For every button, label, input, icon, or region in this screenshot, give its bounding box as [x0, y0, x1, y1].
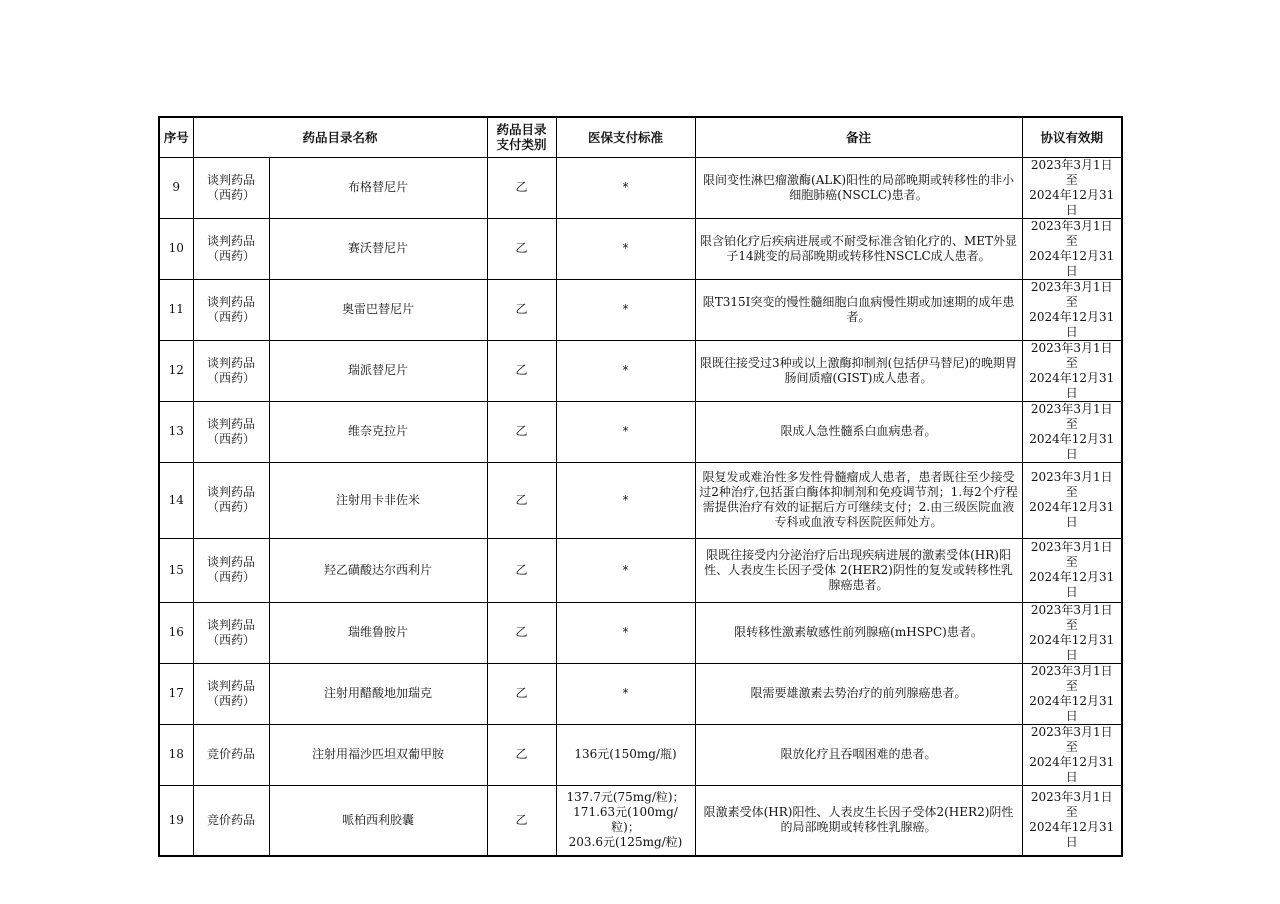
- header-pay-type: [487, 117, 556, 157]
- row-seq: 13: [159, 401, 193, 462]
- row-seq: 10: [159, 218, 193, 279]
- row-payment-standard: [556, 724, 695, 785]
- row-valid-from: 2023年3月1日至: [1030, 340, 1113, 370]
- row-payment-standard-line: *: [622, 492, 629, 507]
- row-category-line2: （西药）: [206, 370, 255, 385]
- row-category-line2: （西药）: [206, 431, 255, 446]
- row-payment-standard-line: 137.7元(75mg/粒)；: [566, 790, 685, 805]
- row-payment-standard: [556, 538, 695, 602]
- row-category-line1: 谈判药品: [206, 555, 255, 569]
- header-name: 药品目录名称: [193, 117, 487, 157]
- row-drug-name: 赛沃替尼片: [269, 218, 487, 279]
- row-valid-to: 2024年12月31日: [1029, 632, 1115, 662]
- row-category: [193, 724, 269, 785]
- row-pay-type: 乙: [487, 340, 556, 401]
- row-pay-type: 乙: [487, 602, 556, 663]
- row-valid-from: 2023年3月1日至: [1030, 724, 1113, 754]
- row-valid-from: 2023年3月1日至: [1030, 602, 1113, 632]
- row-category: [193, 279, 269, 340]
- row-validity: [1022, 401, 1122, 462]
- row-seq: 18: [159, 724, 193, 785]
- row-validity: [1022, 663, 1122, 724]
- row-pay-type: 乙: [487, 663, 556, 724]
- row-payment-standard-line: *: [622, 625, 629, 639]
- row-seq: 17: [159, 663, 193, 724]
- table-row: [159, 462, 1122, 538]
- row-pay-type: 乙: [487, 279, 556, 340]
- table-body: [159, 157, 1122, 856]
- row-valid-to: 2024年12月31日: [1029, 500, 1115, 529]
- row-category: [193, 462, 269, 538]
- table-row: [159, 340, 1122, 401]
- row-remark: 限激素受体(HR)阳性、人表皮生长因子受体2(HER2)阴性的局部晚期或转移性乳腺癌。: [695, 785, 1022, 856]
- row-valid-from: 2023年3月1日至: [1030, 790, 1113, 820]
- row-category-line2: （西药）: [206, 570, 255, 584]
- row-valid-to: 2024年12月31日: [1029, 570, 1115, 599]
- row-seq: 14: [159, 462, 193, 538]
- row-remark: 限间变性淋巴瘤激酶(ALK)阳性的局部晚期或转移性的非小细胞肺癌(NSCLC)患者。: [695, 157, 1022, 218]
- row-category-line1: 谈判药品: [206, 355, 255, 370]
- row-category-line2: （西药）: [206, 187, 255, 202]
- row-payment-standard: [556, 340, 695, 401]
- row-remark: 限成人急性髓系白血病患者。: [695, 401, 1022, 462]
- row-valid-from: 2023年3月1日至: [1030, 663, 1113, 693]
- row-category-line2: （西药）: [206, 693, 255, 708]
- row-pay-type: 乙: [487, 538, 556, 602]
- table-row: [159, 724, 1122, 785]
- table-row: [159, 218, 1122, 279]
- row-category: [193, 663, 269, 724]
- row-valid-from: 2023年3月1日至: [1030, 218, 1113, 248]
- row-pay-type: 乙: [487, 218, 556, 279]
- row-drug-name: 瑞派替尼片: [269, 340, 487, 401]
- row-payment-standard: [556, 218, 695, 279]
- row-drug-name: 瑞维鲁胺片: [269, 602, 487, 663]
- drug-catalog-table: [158, 116, 1123, 857]
- row-category-line2: （西药）: [206, 500, 255, 514]
- row-remark: 限含铂化疗后疾病进展或不耐受标准含铂化疗的、MET外显子14跳变的局部晚期或转移性NSCLC成人患者。: [695, 218, 1022, 279]
- row-drug-name: 注射用醋酸地加瑞克: [269, 663, 487, 724]
- row-category: [193, 340, 269, 401]
- row-payment-standard: [556, 785, 695, 856]
- row-valid-from: 2023年3月1日至: [1030, 401, 1113, 431]
- row-category: [193, 538, 269, 602]
- row-validity: [1022, 157, 1122, 218]
- header-pay-type-line2: 支付类别: [496, 137, 547, 153]
- row-category-line1: 谈判药品: [206, 617, 255, 632]
- row-valid-from: 2023年3月1日至: [1030, 157, 1113, 187]
- row-category-line1: 竞价药品: [206, 747, 255, 761]
- row-payment-standard: [556, 401, 695, 462]
- row-drug-name: 羟乙磺酸达尔西利片: [269, 538, 487, 602]
- row-payment-standard-line: *: [622, 180, 629, 194]
- row-payment-standard: [556, 157, 695, 218]
- row-validity: [1022, 724, 1122, 785]
- row-drug-name: 奥雷巴替尼片: [269, 279, 487, 340]
- row-category-line1: 谈判药品: [206, 485, 255, 499]
- row-valid-to: 2024年12月31日: [1029, 309, 1115, 339]
- row-category: [193, 602, 269, 663]
- row-validity: [1022, 785, 1122, 856]
- row-payment-standard: [556, 462, 695, 538]
- row-valid-to: 2024年12月31日: [1029, 754, 1115, 784]
- row-validity: [1022, 340, 1122, 401]
- row-pay-type: 乙: [487, 462, 556, 538]
- row-drug-name: 哌柏西利胶囊: [269, 785, 487, 856]
- row-pay-type: 乙: [487, 157, 556, 218]
- row-category: [193, 785, 269, 856]
- row-category-line1: 谈判药品: [206, 172, 255, 187]
- row-seq: 16: [159, 602, 193, 663]
- table-row: [159, 401, 1122, 462]
- row-valid-to: 2024年12月31日: [1029, 431, 1115, 461]
- row-category-line2: （西药）: [206, 309, 255, 324]
- row-drug-name: 维奈克拉片: [269, 401, 487, 462]
- row-remark: 限需要雄激素去势治疗的前列腺癌患者。: [695, 663, 1022, 724]
- table-row: [159, 602, 1122, 663]
- table-row: [159, 663, 1122, 724]
- row-payment-standard-line: *: [622, 363, 629, 377]
- row-category-line1: 谈判药品: [206, 416, 255, 431]
- row-category-line1: 谈判药品: [206, 678, 255, 693]
- row-seq: 15: [159, 538, 193, 602]
- header-remark: 备注: [695, 117, 1022, 157]
- row-seq: 11: [159, 279, 193, 340]
- row-payment-standard-line: 171.63元(100mg/粒)；: [573, 805, 678, 835]
- table-row: [159, 157, 1122, 218]
- row-validity: [1022, 218, 1122, 279]
- row-payment-standard: [556, 602, 695, 663]
- row-category-line2: （西药）: [206, 632, 255, 647]
- row-valid-to: 2024年12月31日: [1029, 248, 1115, 278]
- row-pay-type: 乙: [487, 724, 556, 785]
- row-remark: 限放化疗且吞咽困难的患者。: [695, 724, 1022, 785]
- row-pay-type: 乙: [487, 785, 556, 856]
- row-valid-to: 2024年12月31日: [1029, 820, 1115, 850]
- row-seq: 19: [159, 785, 193, 856]
- row-valid-from: 2023年3月1日至: [1030, 279, 1113, 309]
- row-payment-standard-line: *: [622, 424, 629, 438]
- row-category: [193, 401, 269, 462]
- header-row: [159, 117, 1122, 157]
- table-row: [159, 538, 1122, 602]
- row-valid-to: 2024年12月31日: [1029, 370, 1115, 400]
- row-drug-name: 注射用福沙匹坦双葡甲胺: [269, 724, 487, 785]
- row-payment-standard-line: *: [622, 562, 629, 577]
- row-pay-type: 乙: [487, 401, 556, 462]
- row-category-line1: 谈判药品: [206, 294, 255, 309]
- row-payment-standard-line: 203.6元(125mg/粒): [568, 835, 683, 850]
- row-category-line1: 竞价药品: [206, 812, 255, 827]
- row-drug-name: 布格替尼片: [269, 157, 487, 218]
- row-category: [193, 157, 269, 218]
- row-payment-standard-line: *: [622, 686, 629, 700]
- row-payment-standard-line: *: [622, 241, 629, 255]
- row-valid-to: 2024年12月31日: [1029, 693, 1115, 723]
- row-category: [193, 218, 269, 279]
- row-remark: 限既往接受内分泌治疗后出现疾病进展的激素受体(HR)阳性、人表皮生长因子受体 2(HER2)阴性的复发或转移性乳腺癌患者。: [695, 538, 1022, 602]
- row-payment-standard: [556, 663, 695, 724]
- header-standard: 医保支付标准: [556, 117, 695, 157]
- row-payment-standard-line: *: [622, 302, 629, 316]
- row-seq: 9: [159, 157, 193, 218]
- row-validity: [1022, 279, 1122, 340]
- row-seq: 12: [159, 340, 193, 401]
- row-remark: 限T315I突变的慢性髓细胞白血病慢性期或加速期的成年患者。: [695, 279, 1022, 340]
- header-pay-type-line1: 药品目录: [496, 122, 547, 138]
- row-payment-standard: [556, 279, 695, 340]
- row-validity: [1022, 538, 1122, 602]
- header-validity: 协议有效期: [1022, 117, 1122, 157]
- row-validity: [1022, 602, 1122, 663]
- row-drug-name: 注射用卡非佐米: [269, 462, 487, 538]
- row-category-line2: （西药）: [206, 248, 255, 263]
- row-category-line1: 谈判药品: [206, 233, 255, 248]
- row-valid-from: 2023年3月1日至: [1030, 470, 1113, 499]
- row-remark: 限转移性激素敏感性前列腺癌(mHSPC)患者。: [695, 602, 1022, 663]
- header-seq: 序号: [159, 117, 193, 157]
- row-validity: [1022, 462, 1122, 538]
- row-valid-to: 2024年12月31日: [1029, 187, 1115, 217]
- table-row: [159, 785, 1122, 856]
- row-remark: 限复发或难治性多发性骨髓瘤成人患者，患者既往至少接受过2种治疗,包括蛋白酶体抑制剂和免疫调节剂；1.每2个疗程需提供治疗有效的证据后方可继续支付；2.由三级医院血液专科或血液专科医院医师处方。: [695, 462, 1022, 538]
- row-payment-standard-line: 136元(150mg/瓶): [574, 747, 677, 761]
- row-remark: 限既往接受过3种或以上激酶抑制剂(包括伊马替尼)的晚期胃肠间质瘤(GIST)成人患者。: [695, 340, 1022, 401]
- row-valid-from: 2023年3月1日至: [1030, 540, 1113, 569]
- table-row: [159, 279, 1122, 340]
